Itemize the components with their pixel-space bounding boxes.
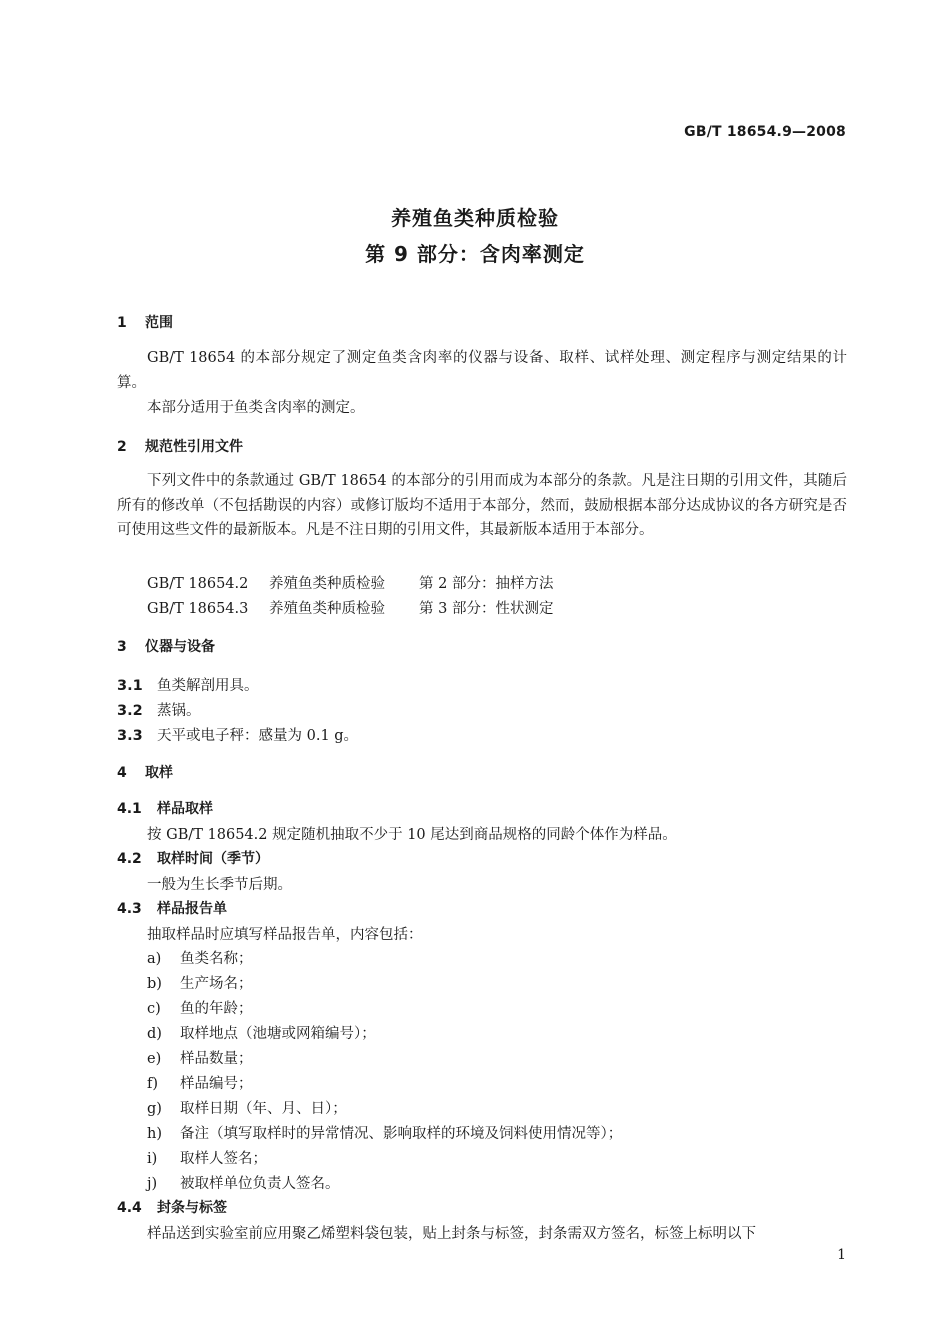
section-3-heading — [117, 636, 215, 656]
clause-4-2-heading — [117, 848, 269, 868]
section-title: 仪器与设备 — [145, 639, 215, 655]
list-text: 取样人签名； — [180, 1151, 267, 1167]
list-label: j) — [147, 1176, 158, 1192]
reference-code: GB/T 18654.2 — [147, 576, 249, 592]
section-2-paragraph: 下列文件中的条款通过 GB/T 18654 的本部分的引用而成为本部分的条款。凡是注日期的引用文件，其随后所有的修改单（不包括勘误的内容）或修订版均不适用于本部分，然而，鼓励根据本部分达成协议的各方研究是否可使用这些文件的最新版本。凡是不注日期的引用文件，其最新版本适用于本部分。 — [117, 473, 847, 538]
list-text: 样品编号； — [180, 1076, 253, 1092]
list-label: a) — [147, 951, 162, 967]
section-2-heading — [117, 436, 243, 456]
section-number: 1 — [117, 315, 127, 331]
clause-4-1-heading — [117, 798, 213, 818]
section-title: 规范性引用文件 — [145, 439, 243, 455]
section-title: 范围 — [145, 315, 173, 331]
list-label: f) — [147, 1076, 159, 1092]
page-number: 1 — [837, 1247, 846, 1263]
list-item — [147, 1172, 340, 1193]
list-item — [147, 1097, 347, 1118]
clause-title: 封条与标签 — [157, 1200, 227, 1216]
section-number: 2 — [117, 439, 127, 455]
standard-number: GB/T 18654.9—2008 — [684, 124, 846, 140]
section-1-paragraph-1: GB/T 18654 的本部分规定了测定鱼类含肉率的仪器与设备、取样、试样处理、测定程序与测定结果的计算。 — [117, 350, 847, 391]
list-item — [147, 1147, 267, 1168]
clause-title: 取样时间（季节） — [157, 851, 269, 867]
list-text: 备注（填写取样时的异常情况、影响取样的环境及饲料使用情况等）； — [180, 1126, 623, 1142]
clause-number: 4.1 — [117, 801, 142, 817]
clause-title: 样品报告单 — [157, 901, 227, 917]
list-item — [147, 1022, 376, 1043]
clause-4-2-text: 一般为生长季节后期。 — [147, 877, 292, 893]
clause-number: 4.3 — [117, 901, 142, 917]
list-text: 鱼类名称； — [180, 951, 253, 967]
clause-text: 鱼类解剖用具。 — [157, 678, 259, 694]
list-item — [147, 997, 253, 1018]
clause-text: 天平或电子秤：感量为 0.1 g。 — [157, 728, 359, 744]
list-label: g) — [147, 1101, 162, 1117]
doc-title: 养殖鱼类种质检验 — [391, 206, 559, 230]
reference-part: 第 3 部分：性状测定 — [419, 601, 554, 617]
list-label: h) — [147, 1126, 162, 1142]
list-item — [147, 1072, 253, 1093]
list-text: 样品数量； — [180, 1051, 253, 1067]
reference-part: 第 2 部分：抽样方法 — [419, 576, 554, 592]
list-text: 取样地点（池塘或网箱编号）； — [180, 1026, 376, 1042]
list-text: 鱼的年龄； — [180, 1001, 253, 1017]
clause-4-1-text: 按 GB/T 18654.2 规定随机抽取不少于 10 尾达到商品规格的同龄个体作为样品。 — [147, 827, 677, 843]
clause-text: 蒸锅。 — [157, 703, 201, 719]
normative-reference — [147, 597, 553, 618]
list-item — [147, 972, 253, 993]
list-text: 取样日期（年、月、日）； — [180, 1101, 347, 1117]
clause-4-4-heading — [117, 1197, 227, 1217]
clause-4-3-heading — [117, 898, 227, 918]
reference-code: GB/T 18654.3 — [147, 601, 249, 617]
section-1-heading — [117, 312, 173, 332]
list-label: d) — [147, 1026, 162, 1042]
reference-name: 养殖鱼类种质检验 — [269, 601, 385, 617]
section-4-heading — [117, 762, 173, 782]
clause-number: 3.1 — [117, 678, 143, 694]
doc-subtitle: 第 9 部分：含肉率测定 — [365, 242, 585, 266]
normative-reference — [147, 572, 553, 593]
section-number: 3 — [117, 639, 127, 655]
clause-3-1 — [117, 674, 259, 695]
section-title: 取样 — [145, 765, 173, 781]
list-label: i) — [147, 1151, 158, 1167]
list-text: 生产场名； — [180, 976, 253, 992]
list-label: e) — [147, 1051, 162, 1067]
list-label: b) — [147, 976, 162, 992]
list-item — [147, 1122, 622, 1143]
reference-name: 养殖鱼类种质检验 — [269, 576, 385, 592]
section-number: 4 — [117, 765, 127, 781]
list-label: c) — [147, 1001, 161, 1017]
list-text: 被取样单位负责人签名。 — [180, 1176, 340, 1192]
clause-3-3 — [117, 724, 358, 745]
section-1-paragraph-2: 本部分适用于鱼类含肉率的测定。 — [147, 400, 365, 416]
clause-4-4-text: 样品送到实验室前应用聚乙烯塑料袋包装，贴上封条与标签，封条需双方签名，标签上标明以下 — [147, 1226, 756, 1242]
clause-number: 4.2 — [117, 851, 142, 867]
list-item — [147, 1047, 253, 1068]
clause-number: 3.2 — [117, 703, 143, 719]
clause-number: 3.3 — [117, 728, 143, 744]
clause-4-3-intro: 抽取样品时应填写样品报告单，内容包括： — [147, 927, 423, 943]
clause-title: 样品取样 — [157, 801, 213, 817]
list-item — [147, 947, 253, 968]
clause-number: 4.4 — [117, 1200, 142, 1216]
clause-3-2 — [117, 699, 201, 720]
